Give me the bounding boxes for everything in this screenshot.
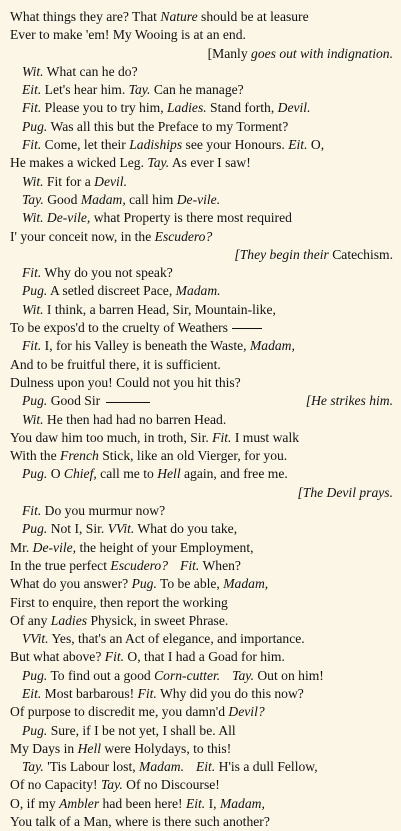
text-line: Fit. Why do you not speak? (22, 265, 173, 281)
text-line: Wit. Fit for a Devil. (22, 173, 127, 189)
stage-direction: [Manly goes out with indignation. (207, 45, 393, 61)
text-line: VVit. Yes, that's an Act of elegance, and importance. (22, 631, 305, 647)
text-line: First to enquire, then report the working (10, 594, 228, 610)
text-line: O, if my Ambler had been here! Eit. I, Madam, (10, 795, 265, 811)
text-line: In the true perfect Escudero? Fit. When? (10, 557, 241, 573)
text-line: Eit. Let's hear him. Tay. Can he manage? (22, 82, 244, 98)
stage-direction: [The Devil prays. (297, 484, 393, 500)
text-line: But what above? Fit. O, that I had a Goad for him. (10, 649, 285, 665)
text-line: Of no Capacity! Tay. Of no Discourse! (10, 777, 220, 793)
text-line: Eit. Most barbarous! Fit. Why did you do this now? (22, 685, 304, 701)
text-line: Fit. Do you murmur now? (22, 503, 166, 519)
text-line: Tay. Good Madam, call him De-vile. (22, 191, 221, 207)
text-line: Pug. O Chief, call me to Hell again, and free me. (22, 466, 288, 482)
text-line: My Days in Hell were Holydays, to this! (10, 740, 232, 756)
text-line: Pug. Sure, if I be not yet, I shall be. All (22, 722, 236, 738)
text-line: Of purpose to discredit me, you damn'd Devil? (10, 704, 265, 720)
text-line: He makes a wicked Leg. Tay. As ever I saw! (10, 155, 251, 171)
text-line: Wit. I think, a barren Head, Sir, Mountain-like, (22, 301, 276, 317)
text-line: Fit. Please you to try him, Ladies. Stand forth, Devil. (22, 100, 311, 116)
text-line: Wit. He then had had no barren Head. (22, 411, 227, 427)
stage-direction: [They begin their Catechism. (234, 246, 393, 262)
text-line: With the French Stick, like an old Vierger, for you. (10, 448, 288, 464)
em-dash-rule (106, 402, 150, 403)
text-line: Fit. Come, let their Ladiships see your Honours. Eit. O, (22, 137, 325, 153)
stage-direction: [He strikes him. (305, 393, 393, 409)
text-line: You talk of a Man, where is there such another? (10, 814, 270, 830)
text-line: Pug. A setled discreet Pace, Madam. (22, 283, 221, 299)
text-line: Fit. I, for his Valley is beneath the Waste, Madam, (22, 338, 295, 354)
text-line: Dulness upon you! Could not you hit this? (10, 374, 241, 390)
text-line: Wit. What can he do? (22, 63, 138, 79)
text-line: Mr. De-vile, the height of your Employment, (10, 539, 254, 555)
text-line: Pug. Was all this but the Preface to my Torment? (22, 118, 289, 134)
text-line: Ever to make 'em! My Wooing is at an end. (10, 27, 246, 43)
text-line: What do you answer? Pug. To be able, Madam, (10, 576, 269, 592)
text-line: You daw him too much, in troth, Sir. Fit. I must walk (10, 429, 300, 445)
text-line: Pug. Not I, Sir. VVit. What do you take, (22, 521, 238, 537)
em-dash-rule (232, 328, 262, 329)
text-line: Pug. To find out a good Corn-cutter. Tay. Out on him! (22, 667, 324, 683)
text-line: Wit. De-vile, what Property is there most required (22, 210, 292, 226)
text-line: And to be fruitful there, it is sufficient. (10, 356, 221, 372)
text-line: I' your conceit now, in the Escudero? (10, 228, 213, 244)
text-line: What things they are? That Nature should be at leasure (10, 9, 309, 24)
text-line: Tay. 'Tis Labour lost, Madam. Eit. H'is a dull Fellow, (22, 759, 318, 775)
text-line: Pug. Good Sir [He strikes him. (10, 392, 395, 410)
text-line: To be expos'd to the cruelty of Weathers (10, 319, 395, 337)
text-line: Of any Ladies Physick, in sweet Phrase. (10, 612, 229, 628)
